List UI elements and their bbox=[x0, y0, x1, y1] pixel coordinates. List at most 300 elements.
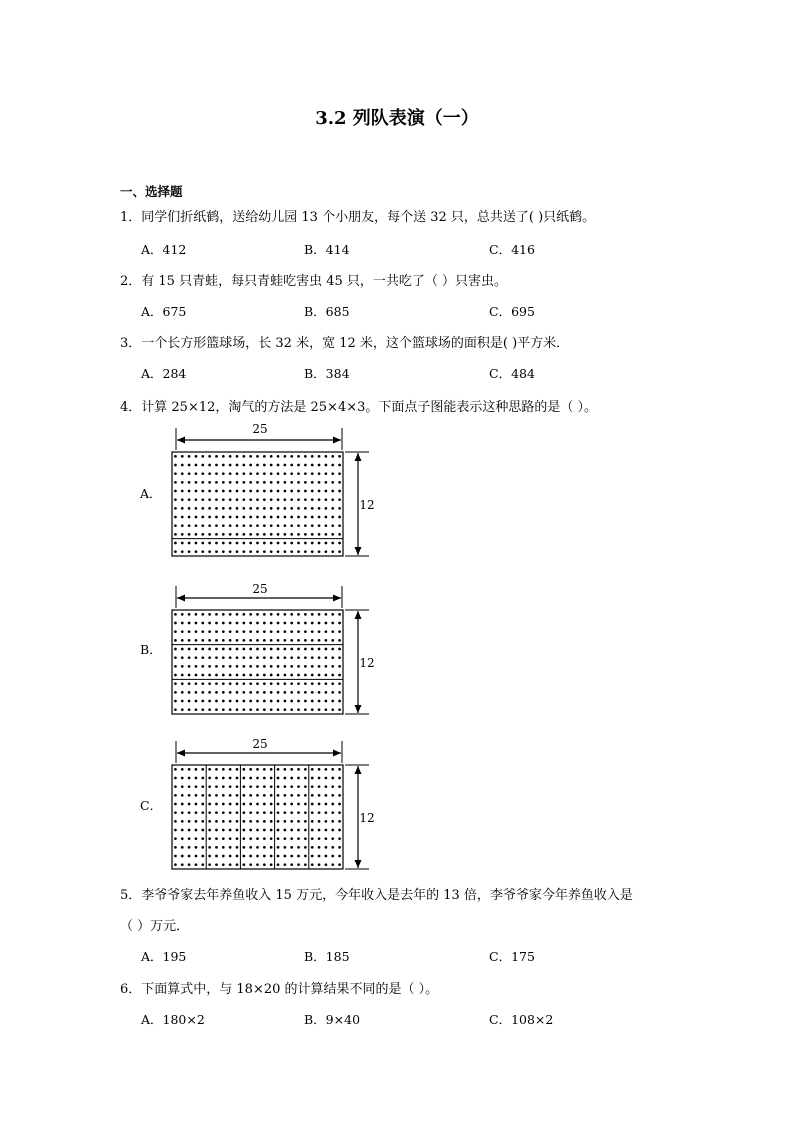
q3-option-c[interactable]: C．484 bbox=[489, 366, 535, 381]
dot bbox=[256, 630, 259, 633]
dot bbox=[242, 524, 245, 527]
dot bbox=[270, 829, 273, 832]
dot bbox=[208, 507, 211, 510]
dot bbox=[311, 863, 314, 866]
dot bbox=[215, 524, 218, 527]
dot bbox=[290, 794, 293, 797]
dot bbox=[195, 639, 198, 642]
figure-a-width-label: 25 bbox=[252, 422, 268, 436]
dot bbox=[208, 785, 211, 788]
dot bbox=[215, 550, 218, 553]
dot bbox=[284, 863, 287, 866]
dot bbox=[284, 811, 287, 814]
dot bbox=[338, 829, 341, 832]
dot bbox=[318, 768, 321, 771]
dot bbox=[201, 829, 204, 832]
dot bbox=[325, 516, 328, 519]
dot bbox=[249, 622, 252, 625]
dot bbox=[290, 768, 293, 771]
dot bbox=[242, 785, 245, 788]
dot bbox=[325, 656, 328, 659]
dot bbox=[318, 846, 321, 849]
dot bbox=[338, 691, 341, 694]
dot bbox=[201, 622, 204, 625]
dot bbox=[181, 665, 184, 668]
dot bbox=[242, 863, 245, 866]
dot bbox=[277, 785, 280, 788]
q2-option-b[interactable]: B．685 bbox=[304, 304, 350, 319]
dot bbox=[174, 648, 177, 651]
dot bbox=[325, 464, 328, 467]
dot bbox=[318, 829, 321, 832]
dot bbox=[331, 542, 334, 545]
dot bbox=[208, 674, 211, 677]
dot bbox=[181, 464, 184, 467]
dot bbox=[208, 498, 211, 501]
dot bbox=[256, 829, 259, 832]
dot bbox=[181, 533, 184, 536]
dot bbox=[242, 490, 245, 493]
dot bbox=[290, 630, 293, 633]
dot bbox=[290, 481, 293, 484]
dot bbox=[263, 811, 266, 814]
dot bbox=[325, 846, 328, 849]
q1-option-a[interactable]: A．412 bbox=[141, 242, 187, 257]
dot bbox=[215, 785, 218, 788]
dot bbox=[229, 855, 232, 858]
dot bbox=[201, 656, 204, 659]
dot bbox=[222, 665, 225, 668]
dot bbox=[181, 820, 184, 823]
dot bbox=[222, 639, 225, 642]
dot bbox=[222, 820, 225, 823]
dot bbox=[331, 656, 334, 659]
dot bbox=[325, 490, 328, 493]
dot bbox=[270, 768, 273, 771]
dot bbox=[188, 533, 191, 536]
question-3: 3．一个长方形篮球场，长 32 米，宽 12 米，这个篮球场的面积是( )平方米． bbox=[120, 336, 570, 351]
dot bbox=[242, 507, 245, 510]
dot bbox=[311, 837, 314, 840]
dot bbox=[174, 550, 177, 553]
dot bbox=[229, 507, 232, 510]
dot bbox=[331, 785, 334, 788]
dot bbox=[249, 516, 252, 519]
dot bbox=[236, 472, 239, 475]
dot bbox=[174, 533, 177, 536]
dot bbox=[174, 639, 177, 642]
q5-option-a[interactable]: A．195 bbox=[141, 949, 187, 964]
dot bbox=[318, 498, 321, 501]
dot bbox=[229, 803, 232, 806]
dot bbox=[338, 708, 341, 711]
dot bbox=[229, 639, 232, 642]
dot bbox=[338, 533, 341, 536]
dot bbox=[181, 811, 184, 814]
dot bbox=[331, 700, 334, 703]
dot bbox=[249, 639, 252, 642]
dot bbox=[256, 785, 259, 788]
dot bbox=[242, 455, 245, 458]
dot bbox=[297, 682, 300, 685]
dot bbox=[263, 455, 266, 458]
q4-option-b[interactable]: B． bbox=[140, 642, 162, 657]
dot bbox=[201, 533, 204, 536]
dot bbox=[263, 472, 266, 475]
dot bbox=[242, 820, 245, 823]
dot bbox=[249, 708, 252, 711]
dot bbox=[229, 648, 232, 651]
dot bbox=[174, 622, 177, 625]
dot bbox=[277, 455, 280, 458]
dot bbox=[195, 708, 198, 711]
dot bbox=[215, 542, 218, 545]
dot-figure-b[interactable] bbox=[160, 578, 400, 720]
dot bbox=[331, 498, 334, 501]
dot bbox=[284, 524, 287, 527]
dot bbox=[181, 803, 184, 806]
dot bbox=[331, 674, 334, 677]
q1-option-b[interactable]: B．414 bbox=[304, 242, 350, 257]
dot bbox=[325, 700, 328, 703]
dot bbox=[188, 656, 191, 659]
dot bbox=[338, 542, 341, 545]
dot bbox=[297, 768, 300, 771]
dot bbox=[284, 472, 287, 475]
dot bbox=[277, 674, 280, 677]
dot bbox=[331, 837, 334, 840]
dot-figure-c[interactable] bbox=[160, 733, 400, 875]
q5-option-c[interactable]: C．175 bbox=[489, 949, 535, 964]
dot bbox=[331, 811, 334, 814]
dot bbox=[338, 639, 341, 642]
dot bbox=[290, 829, 293, 832]
dot bbox=[290, 665, 293, 668]
dot bbox=[215, 665, 218, 668]
dot bbox=[215, 481, 218, 484]
dot bbox=[318, 656, 321, 659]
dot bbox=[304, 550, 307, 553]
dot bbox=[222, 533, 225, 536]
dot bbox=[277, 837, 280, 840]
dot bbox=[297, 481, 300, 484]
dot bbox=[338, 785, 341, 788]
dot bbox=[236, 794, 239, 797]
dot bbox=[318, 811, 321, 814]
dot bbox=[325, 639, 328, 642]
dot bbox=[249, 785, 252, 788]
arrow-head bbox=[333, 595, 341, 602]
dot bbox=[290, 550, 293, 553]
dot bbox=[201, 863, 204, 866]
dot bbox=[311, 803, 314, 806]
dot bbox=[222, 837, 225, 840]
dot bbox=[318, 803, 321, 806]
dot bbox=[181, 455, 184, 458]
dot bbox=[201, 785, 204, 788]
dot bbox=[174, 613, 177, 616]
dot bbox=[195, 682, 198, 685]
dot bbox=[331, 665, 334, 668]
dot bbox=[236, 516, 239, 519]
dot bbox=[249, 811, 252, 814]
dot bbox=[236, 811, 239, 814]
dot bbox=[229, 481, 232, 484]
dot bbox=[181, 837, 184, 840]
dot bbox=[311, 507, 314, 510]
dot bbox=[331, 794, 334, 797]
dot bbox=[284, 820, 287, 823]
dot bbox=[222, 691, 225, 694]
dot bbox=[256, 665, 259, 668]
dot bbox=[311, 855, 314, 858]
dot bbox=[325, 533, 328, 536]
dot bbox=[277, 533, 280, 536]
dot bbox=[215, 863, 218, 866]
dot bbox=[208, 481, 211, 484]
dot bbox=[215, 794, 218, 797]
dot bbox=[188, 481, 191, 484]
dot bbox=[331, 803, 334, 806]
dot bbox=[215, 700, 218, 703]
dot bbox=[304, 855, 307, 858]
dot bbox=[256, 863, 259, 866]
dot bbox=[284, 708, 287, 711]
dot bbox=[290, 524, 293, 527]
dot bbox=[263, 630, 266, 633]
dot bbox=[325, 665, 328, 668]
dot bbox=[290, 837, 293, 840]
q5-option-b[interactable]: B．185 bbox=[304, 949, 350, 964]
dot bbox=[195, 794, 198, 797]
dot bbox=[215, 691, 218, 694]
figure-b-height-label: 12 bbox=[359, 656, 375, 670]
dot bbox=[208, 846, 211, 849]
dot bbox=[236, 550, 239, 553]
dot bbox=[242, 829, 245, 832]
dot bbox=[174, 777, 177, 780]
dot bbox=[229, 630, 232, 633]
arrow-head bbox=[355, 453, 362, 461]
dot bbox=[277, 820, 280, 823]
dot bbox=[284, 674, 287, 677]
q3-option-a[interactable]: A．284 bbox=[141, 366, 187, 381]
dot bbox=[284, 622, 287, 625]
dot bbox=[174, 811, 177, 814]
dot bbox=[311, 829, 314, 832]
dot bbox=[215, 630, 218, 633]
dot bbox=[311, 665, 314, 668]
dot bbox=[318, 785, 321, 788]
dot bbox=[208, 700, 211, 703]
q4-option-c[interactable]: C． bbox=[140, 798, 163, 813]
dot bbox=[270, 846, 273, 849]
q2-option-c[interactable]: C．695 bbox=[489, 304, 535, 319]
dot bbox=[229, 472, 232, 475]
dot bbox=[222, 656, 225, 659]
dot bbox=[222, 846, 225, 849]
dot bbox=[297, 837, 300, 840]
dot bbox=[338, 472, 341, 475]
q6-option-c[interactable]: C．108×2 bbox=[489, 1012, 554, 1027]
dot bbox=[181, 691, 184, 694]
dot bbox=[236, 542, 239, 545]
dot bbox=[311, 846, 314, 849]
dot bbox=[284, 464, 287, 467]
dot bbox=[311, 550, 314, 553]
dot bbox=[290, 464, 293, 467]
dot bbox=[174, 481, 177, 484]
dot bbox=[297, 648, 300, 651]
section-heading: 一、选择题 bbox=[120, 184, 183, 199]
dot bbox=[174, 490, 177, 493]
dot bbox=[311, 622, 314, 625]
dot bbox=[284, 846, 287, 849]
dot bbox=[201, 464, 204, 467]
dot bbox=[284, 656, 287, 659]
dot bbox=[318, 613, 321, 616]
dot bbox=[236, 785, 239, 788]
dot bbox=[331, 550, 334, 553]
q6-option-a[interactable]: A．180×2 bbox=[141, 1012, 205, 1027]
dot bbox=[331, 516, 334, 519]
dot bbox=[222, 700, 225, 703]
dot bbox=[338, 648, 341, 651]
dot bbox=[318, 481, 321, 484]
dot bbox=[338, 682, 341, 685]
dot bbox=[263, 665, 266, 668]
dot bbox=[304, 656, 307, 659]
dot bbox=[242, 665, 245, 668]
dot bbox=[318, 533, 321, 536]
dot bbox=[222, 472, 225, 475]
dot bbox=[338, 455, 341, 458]
arrow-head bbox=[355, 611, 362, 619]
dot bbox=[249, 846, 252, 849]
dot bbox=[263, 622, 266, 625]
dot bbox=[270, 464, 273, 467]
dot bbox=[325, 455, 328, 458]
dot bbox=[277, 490, 280, 493]
dot bbox=[304, 794, 307, 797]
arrow-head bbox=[177, 595, 185, 602]
dot bbox=[215, 682, 218, 685]
q1-option-c[interactable]: C．416 bbox=[489, 242, 535, 257]
dot bbox=[331, 613, 334, 616]
dot bbox=[331, 648, 334, 651]
dot bbox=[215, 803, 218, 806]
dot bbox=[236, 837, 239, 840]
dot bbox=[181, 481, 184, 484]
dot bbox=[229, 700, 232, 703]
dot bbox=[195, 855, 198, 858]
dot bbox=[263, 820, 266, 823]
dot bbox=[304, 837, 307, 840]
dot bbox=[297, 550, 300, 553]
dot bbox=[256, 533, 259, 536]
dot bbox=[229, 863, 232, 866]
q6-option-b[interactable]: B．9×40 bbox=[304, 1012, 361, 1027]
dot bbox=[297, 665, 300, 668]
dot bbox=[325, 472, 328, 475]
dot bbox=[297, 794, 300, 797]
dot bbox=[208, 811, 211, 814]
dot bbox=[236, 481, 239, 484]
dot bbox=[270, 630, 273, 633]
dot bbox=[208, 708, 211, 711]
dot bbox=[215, 656, 218, 659]
dot bbox=[304, 498, 307, 501]
dot bbox=[331, 630, 334, 633]
dot bbox=[270, 622, 273, 625]
dot bbox=[284, 682, 287, 685]
dot bbox=[331, 691, 334, 694]
dot bbox=[325, 682, 328, 685]
dot bbox=[229, 837, 232, 840]
q2-option-a[interactable]: A．675 bbox=[141, 304, 187, 319]
dot bbox=[195, 785, 198, 788]
question-5-line-2: （ ）万元． bbox=[120, 919, 190, 934]
dot bbox=[242, 472, 245, 475]
dot bbox=[325, 777, 328, 780]
dot bbox=[208, 837, 211, 840]
dot bbox=[222, 768, 225, 771]
dot bbox=[297, 533, 300, 536]
q4-option-a[interactable]: A． bbox=[140, 486, 162, 501]
dot bbox=[256, 455, 259, 458]
dot bbox=[311, 524, 314, 527]
arrow-head bbox=[355, 547, 362, 555]
dot bbox=[277, 542, 280, 545]
dot bbox=[222, 785, 225, 788]
dot bbox=[208, 630, 211, 633]
dot bbox=[304, 630, 307, 633]
dot bbox=[318, 490, 321, 493]
dot bbox=[256, 811, 259, 814]
dot bbox=[284, 785, 287, 788]
dot bbox=[318, 550, 321, 553]
dot bbox=[208, 855, 211, 858]
q3-option-b[interactable]: B．384 bbox=[304, 366, 350, 381]
dot bbox=[304, 691, 307, 694]
dot bbox=[297, 455, 300, 458]
dot bbox=[270, 613, 273, 616]
arrow-head bbox=[177, 750, 185, 757]
dot bbox=[195, 472, 198, 475]
dot bbox=[242, 855, 245, 858]
arrow-head bbox=[333, 750, 341, 757]
dot bbox=[270, 803, 273, 806]
dot bbox=[195, 481, 198, 484]
dot bbox=[256, 464, 259, 467]
dot bbox=[263, 785, 266, 788]
dot-figure-a[interactable] bbox=[160, 418, 400, 560]
dot bbox=[277, 613, 280, 616]
dot bbox=[188, 472, 191, 475]
dot bbox=[249, 674, 252, 677]
dot bbox=[201, 630, 204, 633]
dot bbox=[338, 498, 341, 501]
dot bbox=[249, 863, 252, 866]
dot bbox=[236, 803, 239, 806]
dot bbox=[263, 674, 266, 677]
dot bbox=[181, 700, 184, 703]
dot bbox=[222, 498, 225, 501]
dot bbox=[215, 674, 218, 677]
dot bbox=[263, 794, 266, 797]
dot bbox=[215, 855, 218, 858]
dot bbox=[311, 472, 314, 475]
